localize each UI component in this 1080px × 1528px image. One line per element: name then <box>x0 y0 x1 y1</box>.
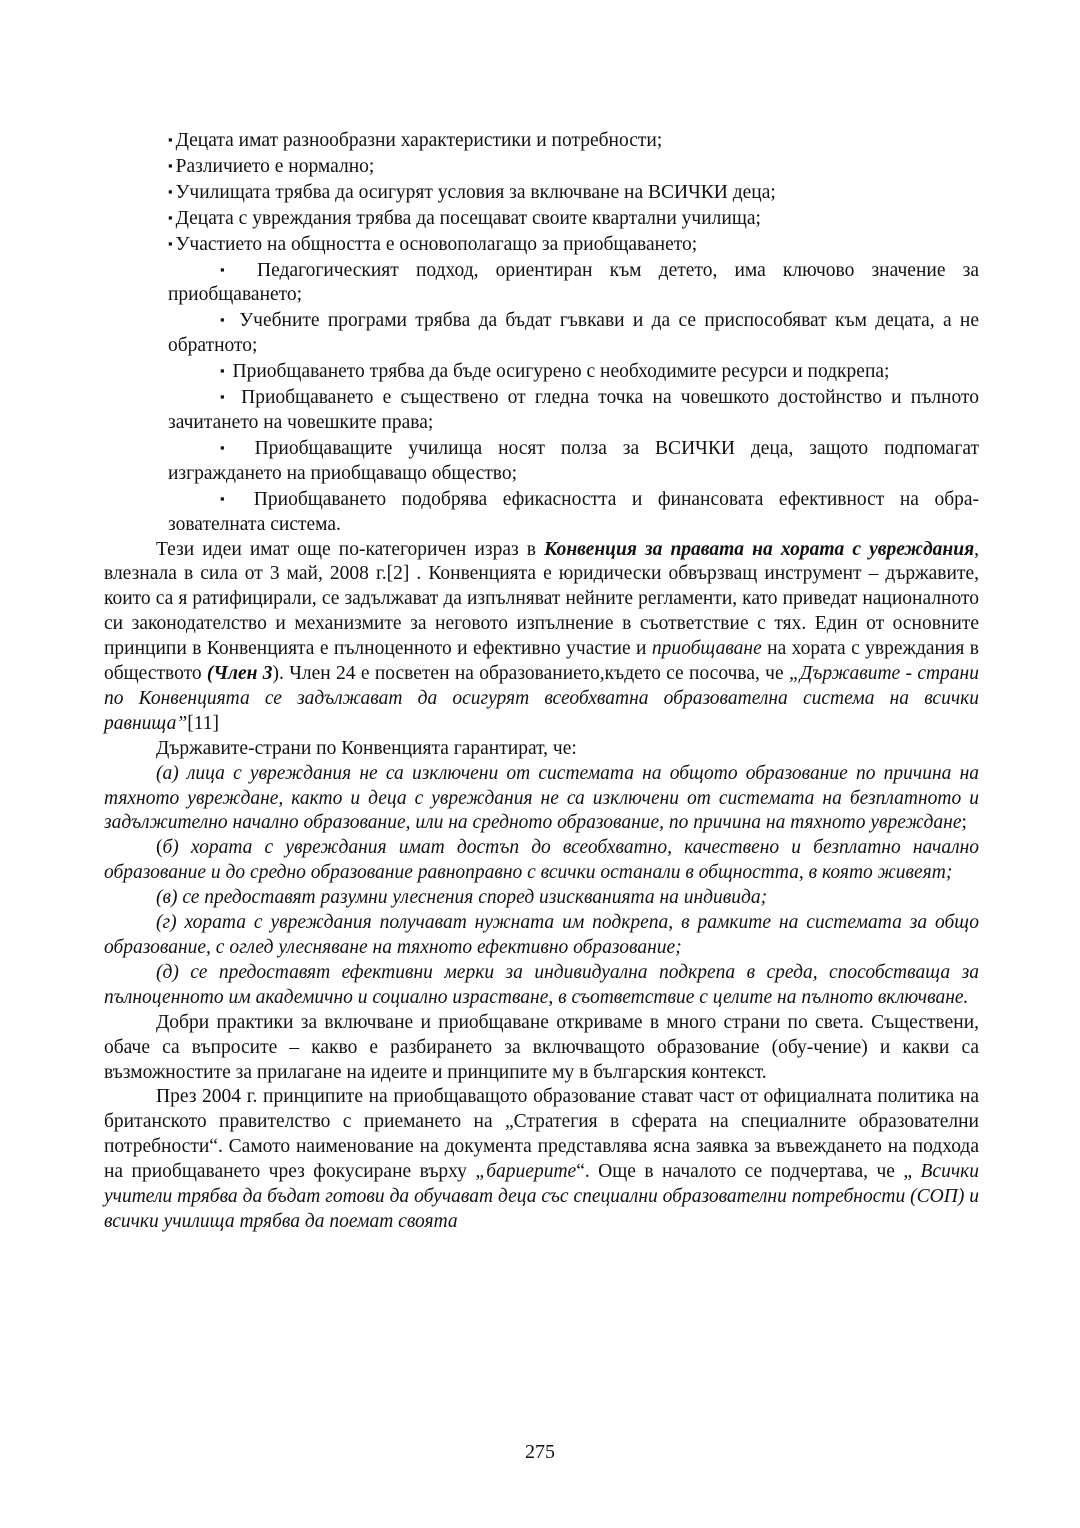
bullet-square-icon: ▪ <box>220 261 237 277</box>
citation: [11] <box>187 712 219 734</box>
list-item: ▪ Училищата трябва да осигурят условия за включване на ВСИЧКИ деца; <box>168 181 776 203</box>
text-column <box>104 128 979 1235</box>
list-item-d: (д) се предоставят ефективни мерки за индивидуална подкрепа в среда, способстваща за пълноценното им академично и социално израстване, в съответствие с целите на пълното включване. <box>104 961 979 1008</box>
list-item: ▪ Приобщаващите училища носят полза за ВСИЧКИ деца, защото подпомагат изграждането на приобщаващо общество; <box>168 437 979 484</box>
list-item: ▪ Децата имат разнообразни характеристики и потребности; <box>168 130 663 151</box>
paragraph-convention: Тези идеи имат още по-категоричен израз в Конвенция за правата на хората с увреждания, влезнала в сила от 3 май, 2008 г.[2] . Конвенцията е юридически обвързващ инструмент – държавите, които са я ратифицирали, се задължават да изпълняват нейните регламенти, като приведат националното си законодателство и механизмите за неговото изпълнение в съответствие с тях. Един от основните принципи в Конвенцията е пълноценното и ефективно участие и приобщаване на хората с увреждания в обществото (Член 3). Член 24 е посветен на образованието,където се посочва, че „Държавите - страни по Конвенцията се задължават да осигурят всеобхватна образователна система на всички равнища”[11] <box>104 538 979 734</box>
list-item: ▪ Различието е нормално; <box>168 155 375 177</box>
list-item: ▪ Приобщаването трябва да бъде осигурено с необходимите ресурси и подкрепа; <box>220 361 890 383</box>
paragraph-guarantees: Държавите-страни по Конвенцията гарантират, че: <box>156 737 577 759</box>
list-item: ▪ Приобщаването е съществено от гледна точка на човешкото достойнство и пълното зачитането на човешките права; <box>168 387 979 433</box>
bullet-square-icon: ▪ <box>168 209 173 225</box>
list-item: ▪ Учебните програми трябва да бъдат гъвкави и да се приспособяват към децата, а не обратното; <box>168 310 979 357</box>
paragraph-practices: Добри практики за включване и приобщаване откриваме в много страни по света. Съществени, обаче са въпросите – какво е разбирането за включващото образование (обу-чение) и какви са възможностите за прилагане на идеите и принципите му в българския контекст. <box>104 1011 979 1083</box>
bullet-list <box>168 128 979 538</box>
list-item: ▪ Децата с увреждания трябва да посещават своите квартални училища; <box>168 207 761 229</box>
bullet-square-icon: ▪ <box>168 235 173 251</box>
bullet-square-icon: ▪ <box>168 132 173 147</box>
list-item-b: (б) хората с увреждания имат достъп до всеобхватно, качествено и безплатно начално образование и до средно образование равноправно с всички останали в общността, в която живеят; <box>104 837 979 884</box>
bullet-square-icon: ▪ <box>168 157 173 173</box>
list-item-a: (а) лица с увреждания не са изключени от системата на общото образование по причина на тяхното увреждане, както и деца с увреждания не са изключени от системата на безплатното и задължително начално образование, или на средното образование, по причина на тяхното увреждане; <box>104 762 979 834</box>
bullet-square-icon: ▪ <box>168 183 173 199</box>
page-number: 275 <box>525 1441 555 1463</box>
bullet-square-icon: ▪ <box>220 439 236 455</box>
bullet-square-icon: ▪ <box>220 490 236 506</box>
convention-title: Конвенция за правата на хората с увреждания <box>544 538 975 560</box>
article-24-quote: „Държавите - страни по Конвенцията се задължават да осигурят всеобхватна образователна система на всички равнища” <box>104 663 979 734</box>
paragraph-uk-policy: През 2004 г. принципите на приобщаващото образование стават част от официалната политика на британското правителство с приемането на „Стратегия в сферата на специалните образователни потребности“. Самото наименование на документа представлява ясна заявка за въвеждането на подхода на приобщаването чрез фокусиране върху „бариерите“. Още в началото се подчертава, че „ Всички учители трябва да бъдат готови да обучават деца със специални образователни потребности (СОП) и всички училища трябва да поемат своята <box>104 1086 979 1232</box>
list-item-v: (в) се предоставят разумни улеснения според изискванията на индивида; <box>156 887 768 909</box>
list-item: ▪ Приобщаването подобрява ефикасността и финансовата ефективност на обра-зователната система. <box>168 488 980 535</box>
list-item: ▪ Участието на общността е основополагащо за приобщаването; <box>168 233 698 255</box>
bullet-square-icon: ▪ <box>220 389 229 405</box>
list-item-g: (г) хората с увреждания получават нужната им подкрепа, в рамките на системата за общо образование, с оглед улесняване на тяхното ефективно образование; <box>104 912 979 958</box>
list-item: ▪ Педагогическият подход, ориентиран към детето, има ключово значение за приобщаването; <box>168 259 979 306</box>
bullet-square-icon: ▪ <box>220 363 225 379</box>
bullet-square-icon: ▪ <box>220 312 229 328</box>
